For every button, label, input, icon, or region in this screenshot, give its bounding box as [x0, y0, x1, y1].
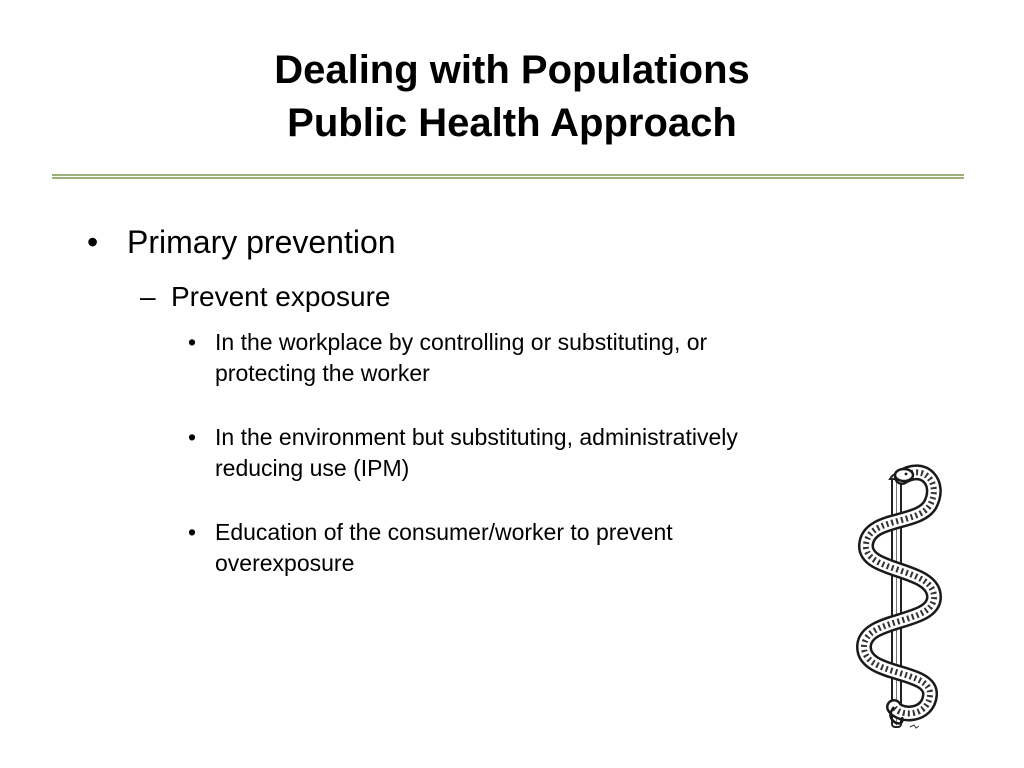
subbullet-prevent-exposure: [140, 279, 390, 315]
list-item: [188, 327, 828, 389]
bullet-symbol: •: [87, 224, 99, 260]
title-divider: [52, 174, 964, 179]
list-item: [188, 422, 828, 484]
bullet-text: Primary prevention: [127, 224, 396, 260]
list-item-symbol: •: [188, 424, 197, 450]
serpent-head: [895, 469, 913, 481]
list-item: [188, 517, 828, 579]
bullet-primary-prevention: [87, 221, 396, 263]
title-line-2: Public Health Approach: [287, 101, 737, 145]
list-item-symbol: •: [188, 329, 197, 355]
subbullet-text: Prevent exposure: [171, 281, 391, 312]
rod-of-asclepius-icon: [842, 455, 954, 737]
list-item-text: In the workplace by controlling or substituting, or protecting the worker: [215, 329, 708, 386]
title-line-1: Dealing with Populations: [274, 48, 750, 92]
divider-line-bottom: [52, 177, 964, 179]
subbullet-symbol: –: [140, 281, 156, 312]
divider-line-top: [52, 174, 964, 176]
list-item-text: Education of the consumer/worker to prevent overexposure: [215, 519, 673, 576]
list-item-symbol: •: [188, 519, 197, 545]
slide-title: [0, 44, 1024, 150]
list-item-text: In the environment but substituting, administratively reducing use (IPM): [215, 424, 738, 481]
